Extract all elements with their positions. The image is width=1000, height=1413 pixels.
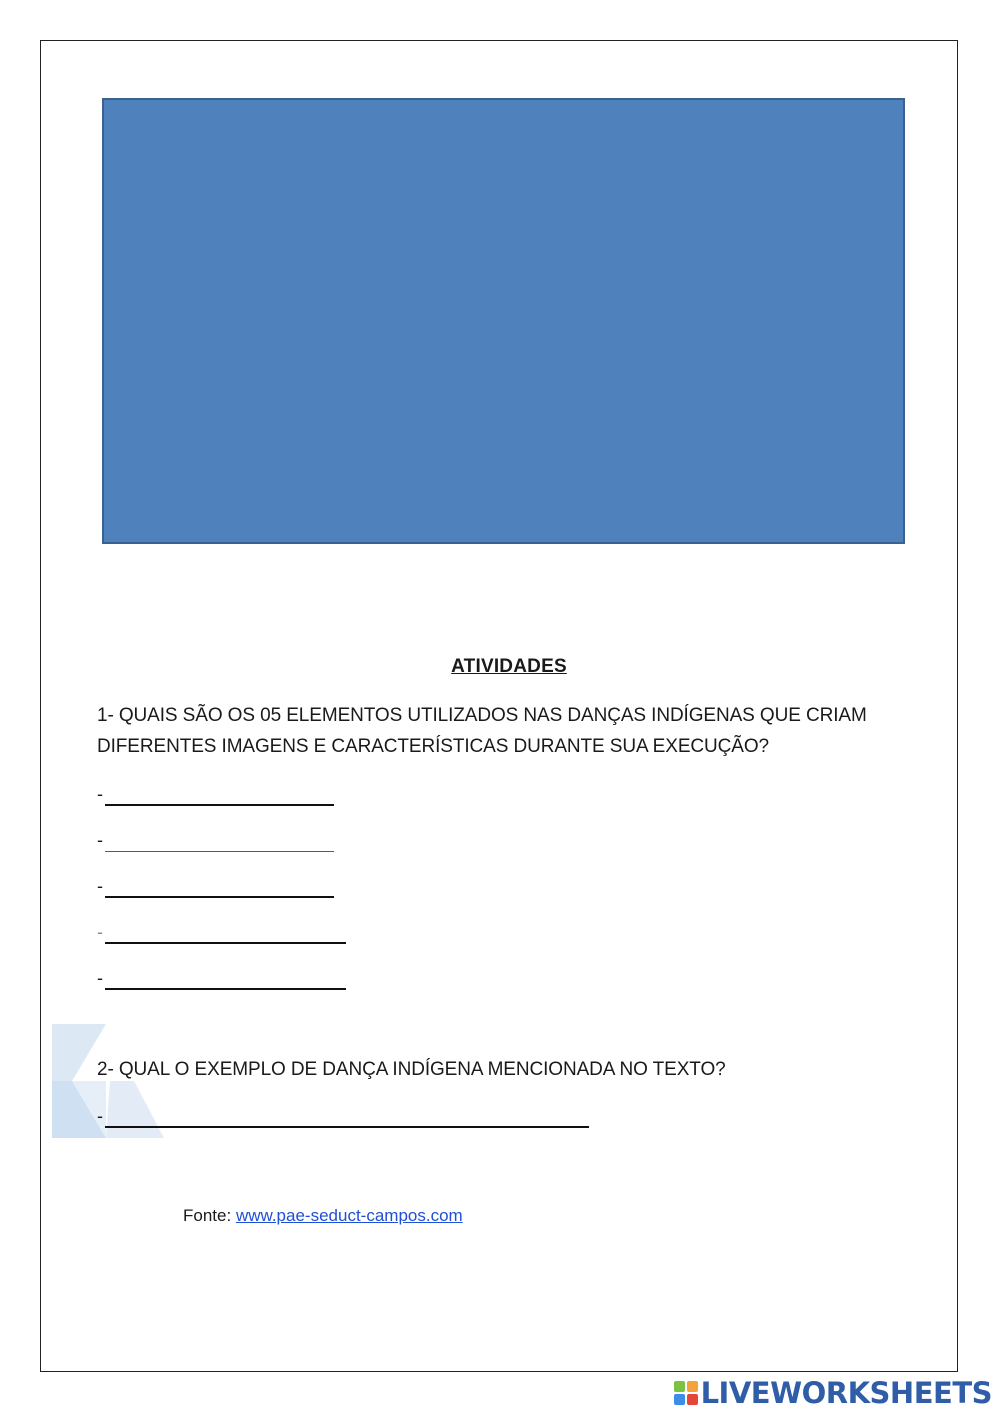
answer-rule bbox=[105, 988, 346, 990]
answer-dash: - bbox=[97, 830, 103, 850]
answer-rule bbox=[105, 896, 334, 898]
question-2: 2- QUAL O EXEMPLO DE DANÇA INDÍGENA MENCIONADA NO TEXTO? bbox=[97, 1059, 726, 1080]
answer-rule bbox=[105, 1126, 589, 1128]
brand-name: LIVEWORKSHEETS bbox=[700, 1376, 992, 1410]
source-label: Fonte: bbox=[183, 1206, 232, 1225]
answer-dash: - bbox=[97, 922, 103, 942]
answer-rule bbox=[105, 851, 334, 852]
answer-dash: - bbox=[97, 1106, 103, 1126]
source-citation bbox=[183, 1206, 463, 1226]
brand-footer[interactable] bbox=[674, 1376, 992, 1410]
source-link[interactable]: www.pae-seduct-campos.com bbox=[235, 1206, 463, 1225]
answer-rule bbox=[105, 804, 334, 806]
liveworksheets-logo-icon bbox=[674, 1381, 698, 1405]
question-1-line-1: 1- QUAIS SÃO OS 05 ELEMENTOS UTILIZADOS NAS DANÇAS INDÍGENAS QUE CRIAM bbox=[97, 705, 867, 726]
question-1 bbox=[97, 700, 927, 762]
answer-dash: - bbox=[97, 876, 103, 896]
question-1-line-2: DIFERENTES IMAGENS E CARACTERÍSTICAS DURANTE SUA EXECUÇÃO? bbox=[97, 736, 769, 757]
answer-dash: - bbox=[97, 968, 103, 988]
answer-dash: - bbox=[97, 784, 103, 804]
image-placeholder-panel bbox=[102, 98, 905, 544]
answer-rule bbox=[105, 942, 346, 944]
page-heading: ATIVIDADES bbox=[451, 656, 567, 677]
